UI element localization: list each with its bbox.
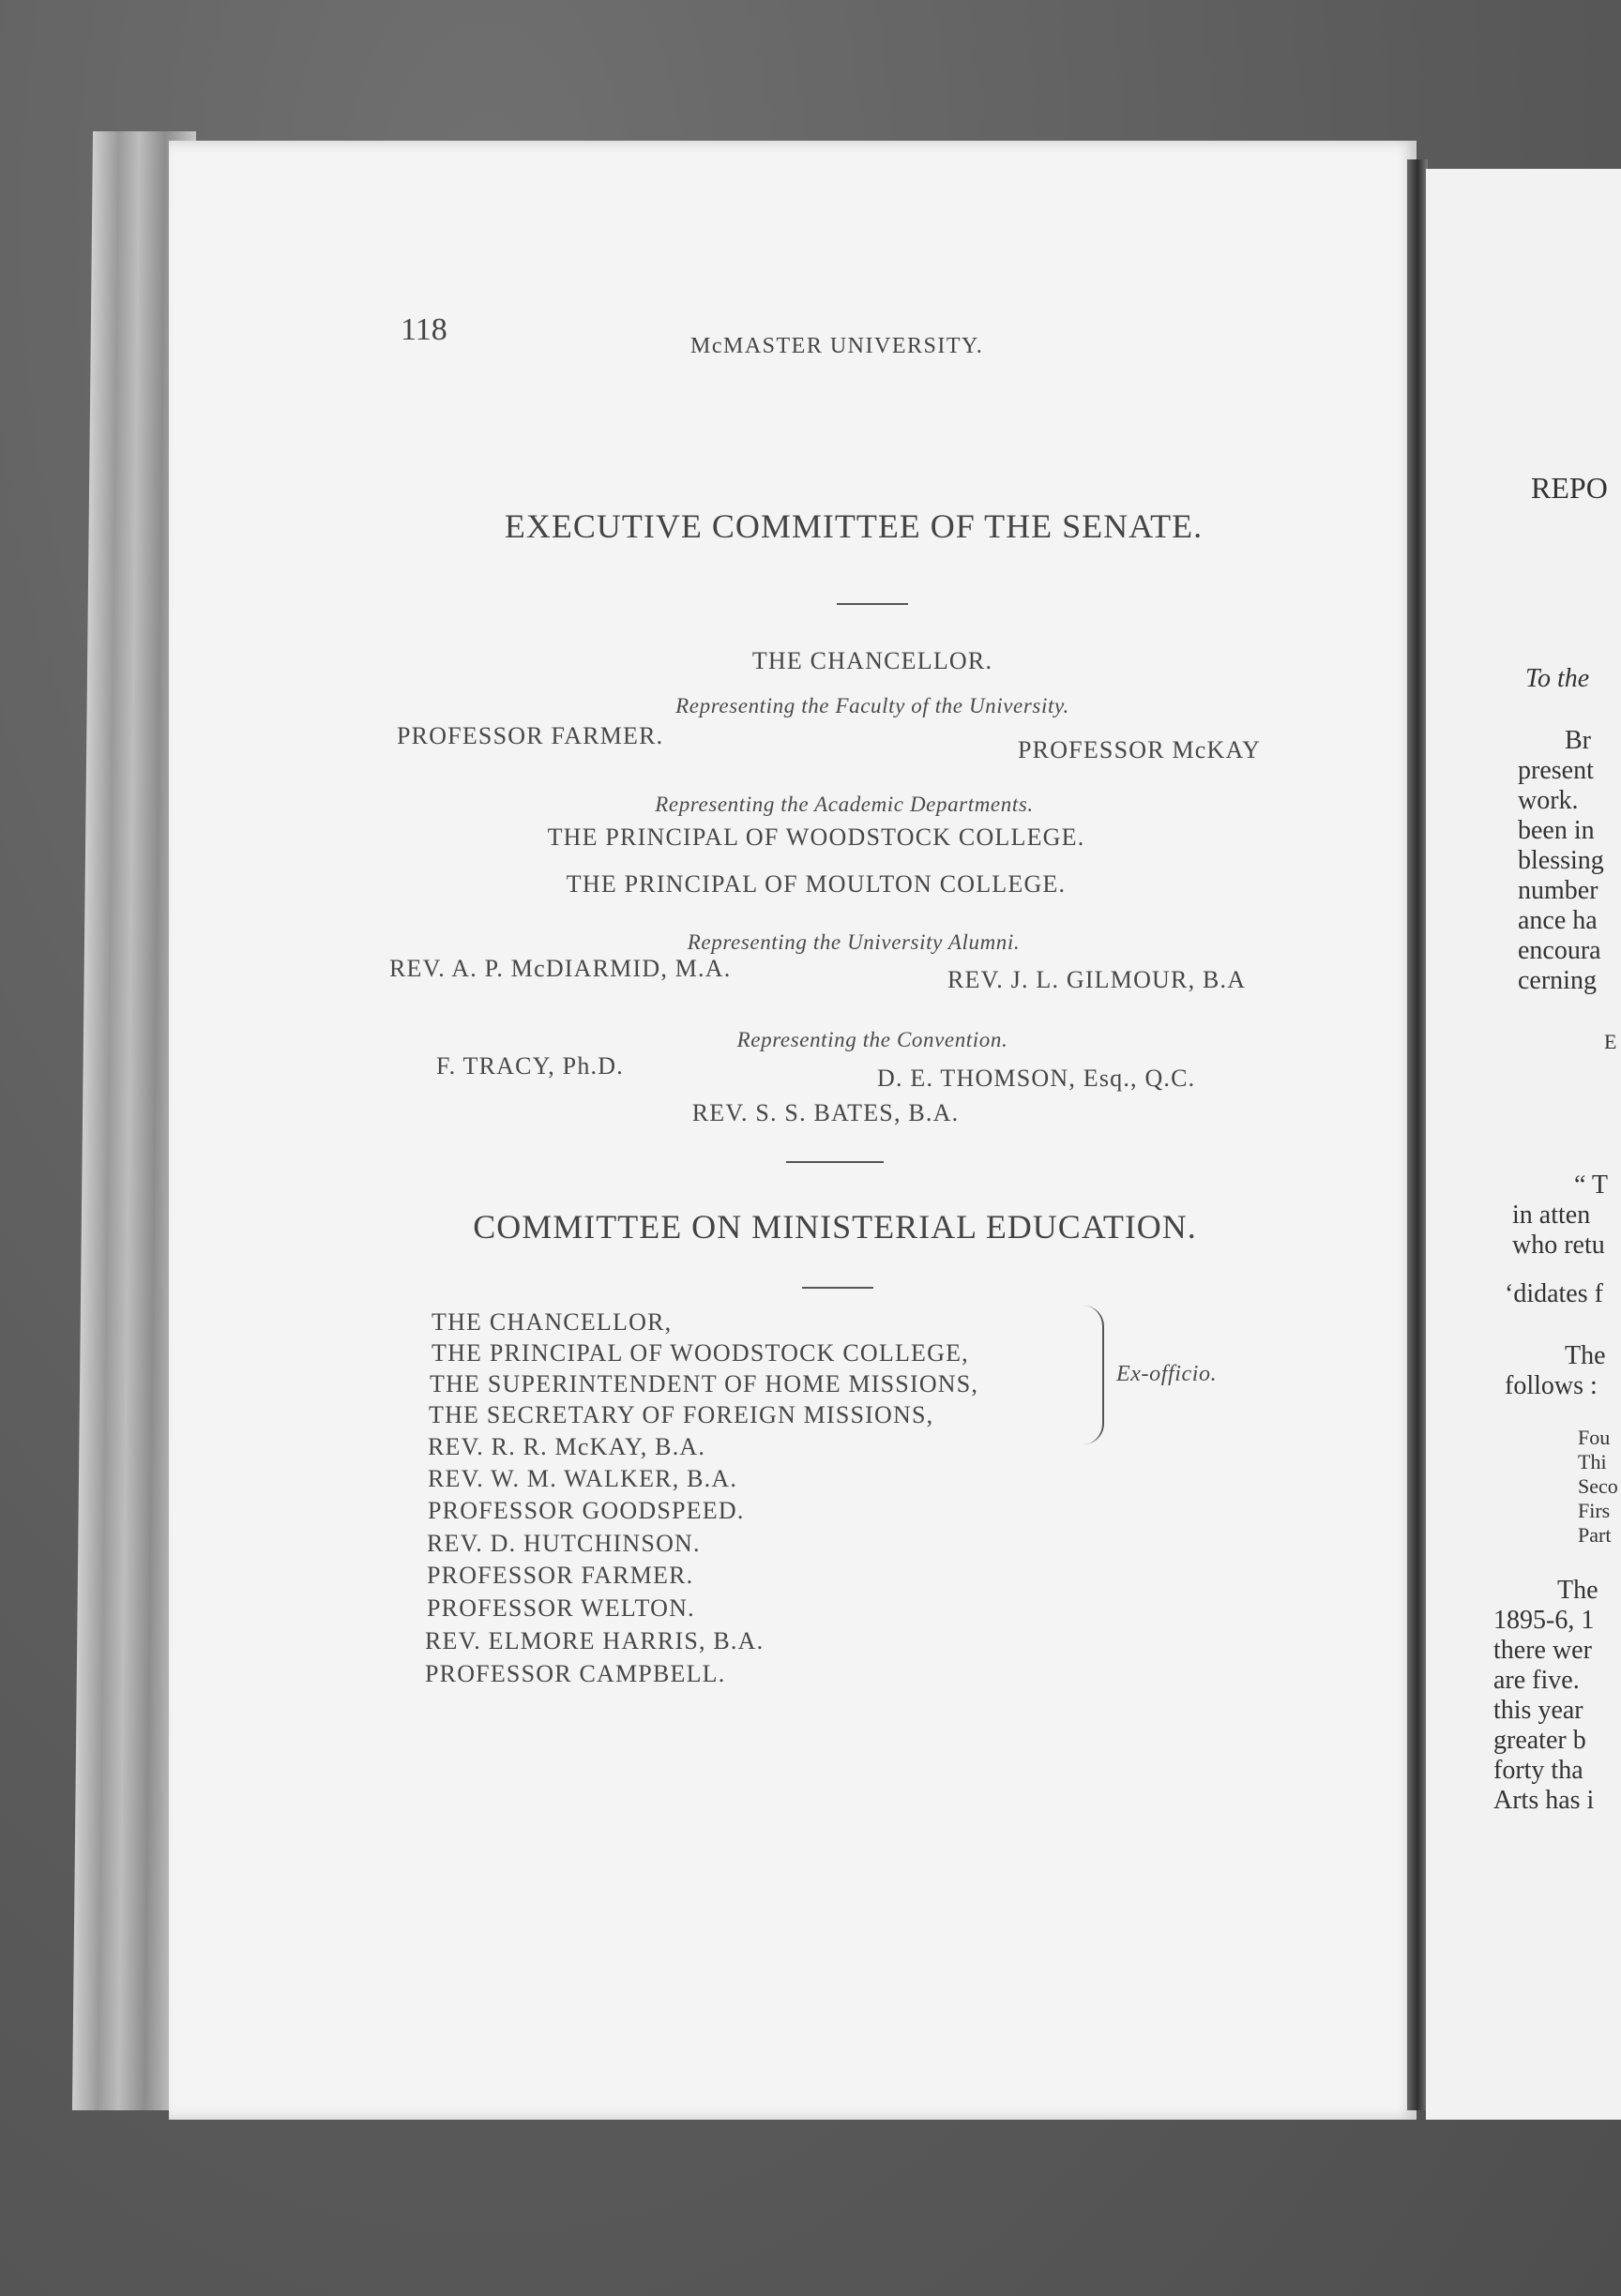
alumni-heading: Representing the University Alumni.	[687, 930, 1021, 954]
running-head: McMASTER UNIVERSITY.	[690, 334, 984, 358]
academic-heading: Representing the Academic Departments.	[655, 793, 1034, 816]
right-table-row: Thi	[1578, 1450, 1607, 1473]
right-text-line: follows :	[1505, 1371, 1598, 1400]
right-heading-fragment: REPO	[1531, 471, 1608, 505]
right-text-line: 1895-6, 1	[1493, 1606, 1595, 1635]
title-rule	[837, 603, 908, 605]
ministerial-committee-title: COMMITTEE ON MINISTERIAL EDUCATION.	[473, 1208, 1197, 1246]
section-rule	[786, 1161, 884, 1163]
right-text-line: cerning	[1518, 966, 1597, 995]
member-item: PROFESSOR GOODSPEED.	[428, 1497, 745, 1524]
right-text-line: forty tha	[1493, 1756, 1583, 1785]
executive-committee-title: EXECUTIVE COMMITTEE OF THE SENATE.	[504, 507, 1204, 545]
right-text-line: number	[1518, 876, 1598, 905]
right-text-line: there wer	[1493, 1636, 1592, 1665]
right-text-line: been in	[1518, 816, 1595, 845]
ex-officio-item: THE PRINCIPAL OF WOODSTOCK COLLEGE,	[432, 1339, 969, 1367]
academic-member-1: THE PRINCIPAL OF WOODSTOCK COLLEGE.	[547, 823, 1085, 851]
member-item: PROFESSOR CAMPBELL.	[425, 1660, 726, 1687]
faculty-member-right: PROFESSOR McKAY	[1018, 736, 1262, 763]
left-page	[169, 141, 1416, 2120]
right-text-line: The	[1565, 1341, 1606, 1370]
convention-member-left: F. TRACY, Ph.D.	[436, 1052, 624, 1080]
right-text-line: ‘didates f	[1505, 1279, 1603, 1308]
right-text-line: are five.	[1493, 1666, 1580, 1695]
right-table-row: Part	[1578, 1523, 1612, 1547]
member-item: REV. D. HUTCHINSON.	[427, 1530, 701, 1557]
right-table-row: Firs	[1578, 1499, 1611, 1522]
chancellor: THE CHANCELLOR.	[751, 647, 993, 674]
academic-member-2: THE PRINCIPAL OF MOULTON COLLEGE.	[566, 870, 1067, 898]
right-text-line: ance ha	[1518, 906, 1598, 935]
right-text-line: “ T	[1574, 1171, 1609, 1200]
ex-officio-item: THE SUPERINTENDENT OF HOME MISSIONS,	[430, 1370, 979, 1397]
right-text-line: Br	[1565, 726, 1591, 755]
convention-member-right: D. E. THOMSON, Esq., Q.C.	[877, 1065, 1196, 1092]
alumni-member-left: REV. A. P. McDIARMID, M.A.	[389, 955, 732, 982]
member-item: REV. W. M. WALKER, B.A.	[428, 1465, 738, 1492]
right-text-line: blessing	[1518, 846, 1604, 875]
right-page	[1426, 169, 1621, 2120]
ex-officio-item: THE SECRETARY OF FOREIGN MISSIONS,	[429, 1401, 934, 1428]
faculty-heading: Representing the Faculty of the University.	[675, 694, 1069, 718]
right-text-line: Arts has i	[1493, 1786, 1595, 1815]
member-item: PROFESSOR WELTON.	[427, 1594, 695, 1622]
right-text-line: this year	[1493, 1696, 1583, 1725]
member-item: REV. ELMORE HARRIS, B.A.	[425, 1627, 765, 1654]
right-text-line: work.	[1518, 786, 1579, 815]
right-text-line: who retu	[1512, 1231, 1605, 1260]
right-text-line: The	[1557, 1576, 1598, 1605]
right-center-letter: E	[1604, 1030, 1617, 1053]
book-gutter	[1407, 159, 1428, 2110]
right-text-line: present	[1518, 756, 1594, 785]
convention-member-center: REV. S. S. BATES, B.A.	[691, 1099, 960, 1126]
right-text-line: in atten	[1512, 1201, 1591, 1230]
brace	[1082, 1306, 1104, 1444]
member-item: PROFESSOR FARMER.	[427, 1562, 694, 1589]
member-item: REV. R. R. McKAY, B.A.	[428, 1433, 706, 1460]
alumni-member-right: REV. J. L. GILMOUR, B.A	[947, 966, 1247, 993]
ex-officio-label: Ex-officio.	[1116, 1362, 1218, 1386]
title-rule-2	[802, 1287, 873, 1289]
page-number: 118	[401, 312, 447, 347]
convention-heading: Representing the Convention.	[736, 1028, 1008, 1051]
right-salutation-fragment: To the	[1525, 664, 1590, 693]
right-text-line: encoura	[1518, 936, 1601, 965]
ex-officio-item: THE CHANCELLOR,	[432, 1308, 673, 1336]
right-text-line: greater b	[1493, 1726, 1586, 1755]
right-table-row: Seco	[1578, 1474, 1618, 1498]
right-table-row: Fou	[1578, 1426, 1611, 1449]
faculty-member-left: PROFESSOR FARMER.	[397, 722, 664, 749]
